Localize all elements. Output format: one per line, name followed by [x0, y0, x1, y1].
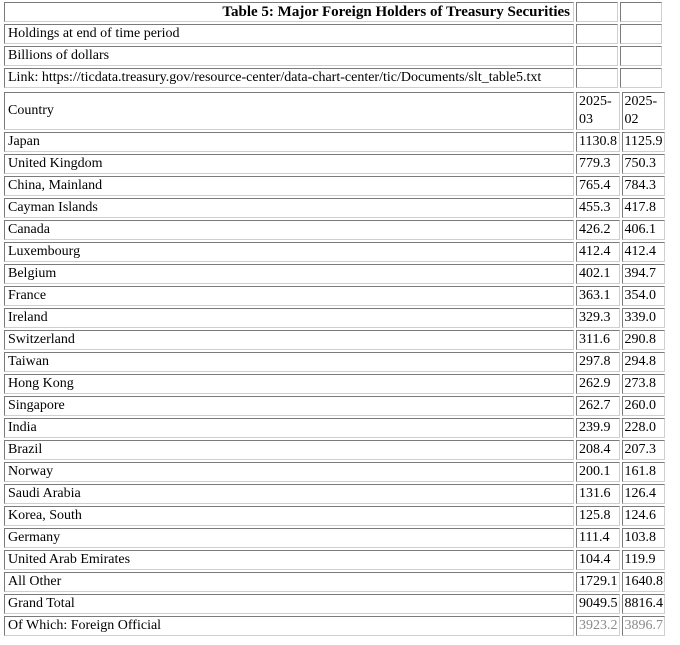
- country-cell: Canada: [4, 220, 574, 240]
- country-cell: Korea, South: [4, 506, 574, 526]
- title-row: [4, 2, 662, 22]
- value-2025-02-cell: 354.0: [622, 286, 666, 306]
- period-2-year: 2025-: [624, 94, 658, 109]
- value-2025-02-cell: 294.8: [622, 352, 666, 372]
- value-2025-02-cell: 228.0: [622, 418, 666, 438]
- value-2025-03-cell: 455.3: [576, 198, 620, 218]
- table-units: Billions of dollars: [4, 46, 574, 66]
- country-cell: Cayman Islands: [4, 198, 574, 218]
- country-cell: Of Which: Foreign Official: [4, 616, 574, 636]
- period-1-month: 03: [579, 112, 593, 127]
- table-row: [4, 418, 665, 438]
- value-2025-02-cell: 290.8: [622, 330, 666, 350]
- table-row: [4, 528, 665, 548]
- country-cell: Hong Kong: [4, 374, 574, 394]
- value-2025-02-cell: 750.3: [622, 154, 666, 174]
- country-cell: United Arab Emirates: [4, 550, 574, 570]
- table-title: Table 5: Major Foreign Holders of Treasury Securities: [4, 2, 574, 22]
- value-2025-02-cell: 394.7: [622, 264, 666, 284]
- table-header-block: [2, 0, 664, 90]
- table-subtitle: Holdings at end of time period: [4, 24, 574, 44]
- value-2025-03-cell: 402.1: [576, 264, 620, 284]
- table-row: [4, 308, 665, 328]
- table-row: [4, 506, 665, 526]
- country-cell: Singapore: [4, 396, 574, 416]
- value-2025-02-cell: 406.1: [622, 220, 666, 240]
- table-row: [4, 264, 665, 284]
- table-row: [4, 286, 665, 306]
- empty-cell: [576, 46, 618, 66]
- table-row: [4, 176, 665, 196]
- country-column-header: Country: [4, 92, 574, 130]
- value-2025-03-cell: 9049.5: [576, 594, 620, 614]
- empty-cell: [576, 24, 618, 44]
- value-2025-03-cell: 765.4: [576, 176, 620, 196]
- value-2025-03-cell: 426.2: [576, 220, 620, 240]
- empty-cell: [620, 2, 662, 22]
- value-2025-03-cell: 239.9: [576, 418, 620, 438]
- table-row: [4, 374, 665, 394]
- period-column-header-1: [576, 92, 620, 130]
- value-2025-03-cell: 208.4: [576, 440, 620, 460]
- table-row: [4, 154, 665, 174]
- value-2025-03-cell: 104.4: [576, 550, 620, 570]
- country-cell: Germany: [4, 528, 574, 548]
- empty-cell: [576, 68, 618, 88]
- table-row: [4, 616, 665, 636]
- holders-table: [2, 90, 667, 638]
- value-2025-03-cell: 125.8: [576, 506, 620, 526]
- value-2025-03-cell: 311.6: [576, 330, 620, 350]
- empty-cell: [620, 46, 662, 66]
- value-2025-02-cell: 103.8: [622, 528, 666, 548]
- value-2025-03-cell: 3923.2: [576, 616, 620, 636]
- value-2025-02-cell: 8816.4: [622, 594, 666, 614]
- period-2-month: 02: [624, 112, 639, 127]
- value-2025-03-cell: 779.3: [576, 154, 620, 174]
- value-2025-03-cell: 1130.8: [576, 132, 620, 152]
- value-2025-03-cell: 111.4: [576, 528, 620, 548]
- value-2025-03-cell: 297.8: [576, 352, 620, 372]
- value-2025-02-cell: 124.6: [622, 506, 666, 526]
- country-cell: Belgium: [4, 264, 574, 284]
- value-2025-03-cell: 1729.1: [576, 572, 620, 592]
- subtitle-row: [4, 24, 662, 44]
- table-row: [4, 198, 665, 218]
- country-cell: Japan: [4, 132, 574, 152]
- table-row: [4, 484, 665, 504]
- country-cell: Taiwan: [4, 352, 574, 372]
- empty-cell: [620, 68, 662, 88]
- value-2025-03-cell: 200.1: [576, 462, 620, 482]
- value-2025-02-cell: 412.4: [622, 242, 666, 262]
- value-2025-03-cell: 262.9: [576, 374, 620, 394]
- period-1-year: 2025-: [579, 94, 612, 109]
- country-cell: Switzerland: [4, 330, 574, 350]
- column-header-row: [4, 92, 665, 130]
- value-2025-02-cell: 1125.9: [622, 132, 666, 152]
- country-cell: China, Mainland: [4, 176, 574, 196]
- country-cell: Norway: [4, 462, 574, 482]
- empty-cell: [576, 2, 618, 22]
- table-row: [4, 330, 665, 350]
- value-2025-02-cell: 784.3: [622, 176, 666, 196]
- country-cell: Saudi Arabia: [4, 484, 574, 504]
- empty-cell: [620, 24, 662, 44]
- country-cell: Ireland: [4, 308, 574, 328]
- table-row: [4, 242, 665, 262]
- value-2025-03-cell: 131.6: [576, 484, 620, 504]
- link-row: [4, 68, 662, 88]
- country-cell: France: [4, 286, 574, 306]
- value-2025-02-cell: 126.4: [622, 484, 666, 504]
- value-2025-02-cell: 207.3: [622, 440, 666, 460]
- table-row: [4, 396, 665, 416]
- table-row: [4, 462, 665, 482]
- value-2025-02-cell: 339.0: [622, 308, 666, 328]
- value-2025-02-cell: 273.8: [622, 374, 666, 394]
- value-2025-03-cell: 412.4: [576, 242, 620, 262]
- table-row: [4, 352, 665, 372]
- table-row: [4, 440, 665, 460]
- value-2025-02-cell: 260.0: [622, 396, 666, 416]
- table-row: [4, 572, 665, 592]
- value-2025-03-cell: 329.3: [576, 308, 620, 328]
- country-cell: Luxembourg: [4, 242, 574, 262]
- value-2025-02-cell: 161.8: [622, 462, 666, 482]
- value-2025-03-cell: 363.1: [576, 286, 620, 306]
- table-row: [4, 550, 665, 570]
- value-2025-02-cell: 3896.7: [622, 616, 666, 636]
- country-cell: All Other: [4, 572, 574, 592]
- source-link[interactable]: Link: https://ticdata.treasury.gov/resource-center/data-chart-center/tic/Documents/slt_table5.txt: [4, 68, 574, 88]
- country-cell: India: [4, 418, 574, 438]
- value-2025-02-cell: 417.8: [622, 198, 666, 218]
- period-column-header-2: [622, 92, 666, 130]
- country-cell: United Kingdom: [4, 154, 574, 174]
- value-2025-03-cell: 262.7: [576, 396, 620, 416]
- country-cell: Grand Total: [4, 594, 574, 614]
- value-2025-02-cell: 1640.8: [622, 572, 666, 592]
- units-row: [4, 46, 662, 66]
- table-row: [4, 594, 665, 614]
- value-2025-02-cell: 119.9: [622, 550, 666, 570]
- table-row: [4, 132, 665, 152]
- table-row: [4, 220, 665, 240]
- country-cell: Brazil: [4, 440, 574, 460]
